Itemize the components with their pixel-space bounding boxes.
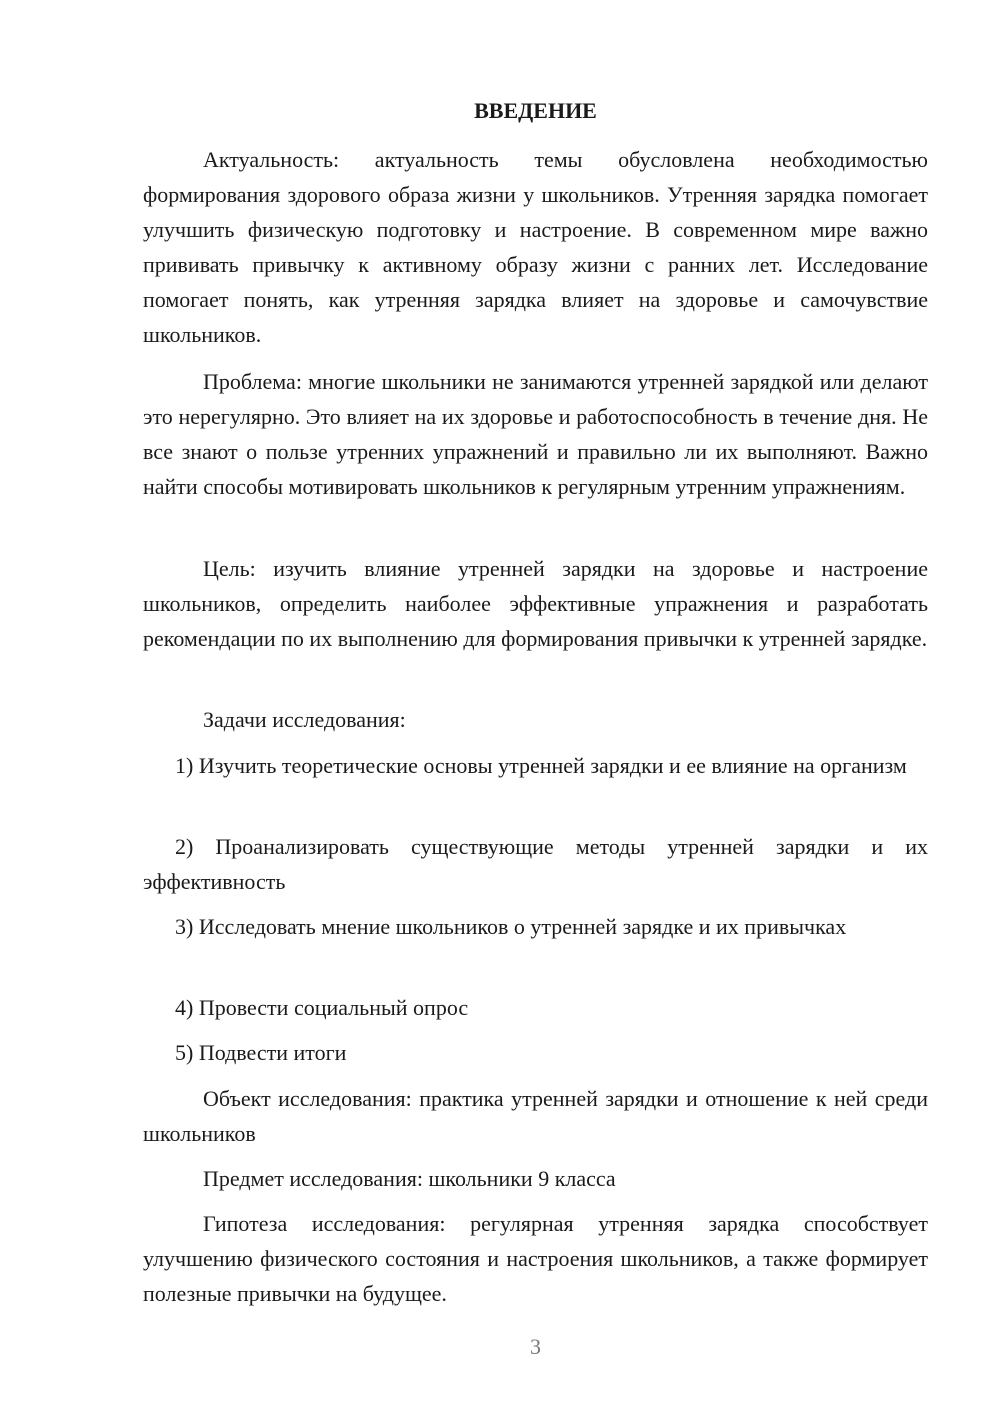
paragraph-subject: Предмет исследования: школьники 9 класса [203, 1166, 616, 1191]
page-title: ВВЕДЕНИЕ [474, 98, 597, 123]
task-item-5: 5) Подвести итоги [175, 1040, 347, 1065]
task-item-2: 2) Проанализировать существующие методы утренней зарядки и их эффективность [143, 834, 928, 894]
task-item-1: 1) Изучить теоретические основы утренней зарядки и ее влияние на организм [175, 753, 907, 778]
page-number: 3 [530, 1334, 541, 1359]
paragraph-hypothesis: Гипотеза исследования: регулярная утренняя зарядка способствует улучшению физического состояния и настроения школьников, а также формирует полезные привычки на будущее. [143, 1211, 928, 1306]
paragraph-problem: Проблема: многие школьники не занимаются утренней зарядкой или делают это нерегулярно. Это влияет на их здоровье и работоспособность в течение дня. Не все знают о пользе утренних упражнений и правильно ли их выполняют. Важно найти способы мотивировать школьников к регулярным утренним упражнениям. [143, 369, 928, 499]
task-item-4: 4) Провести социальный опрос [175, 995, 469, 1020]
paragraph-relevance: Актуальность: актуальность темы обусловлена необходимостью формирования здорового образа жизни у школьников. Утренняя зарядка помогает улучшить физическую подготовку и настроение. В современном мире важно прививать привычку к активному образу жизни с ранних лет. Исследование помогает понять, как утренняя зарядка влияет на здоровье и самочувствие школьников. [143, 147, 928, 347]
paragraph-goal: Цель: изучить влияние утренней зарядки на здоровье и настроение школьников, определить наиболее эффективные упражнения и разработать рекомендации по их выполнению для формирования привычки к утренней зарядке. [143, 556, 928, 651]
task-item-3: 3) Исследовать мнение школьников о утренней зарядке и их привычках [175, 914, 847, 939]
tasks-heading: Задачи исследования: [203, 707, 406, 732]
paragraph-object: Объект исследования: практика утренней зарядки и отношение к ней среди школьников [143, 1086, 928, 1146]
